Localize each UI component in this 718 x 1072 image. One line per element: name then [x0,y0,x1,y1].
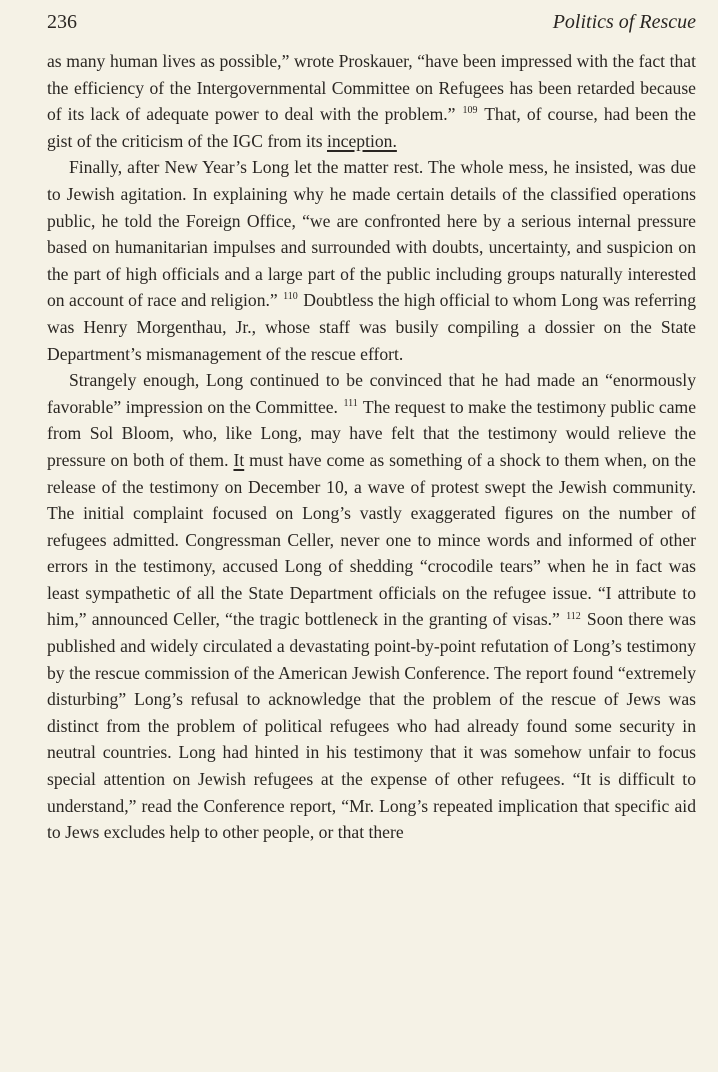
paragraph-text: Doubtless the high official to whom Long was referring was Henry Morgenthau, Jr., whose staff was busily compiling a dossier on the State Department’s mismanagement of the rescue effort. [47,290,696,364]
paragraph [47,367,696,846]
underlined-text: It [233,449,245,470]
footnote-marker: 112 [566,610,581,622]
footnote-marker: 110 [283,291,298,303]
paragraph [47,48,696,154]
page-body [47,48,696,846]
paragraph-text: must have come as something of a shock to them when, on the release of the testimony on December 10, a wave of protest swept the Jewish community. The initial complaint focused on Long’s vastly exaggerated figures on the number of refugees admitted. Congressman Celler, never one to mince words and informed of other errors in the testimony, accused Long of shedding “crocodile tears” when he in fact was least sympathetic of all the State Department officials on the refugee issue. “I attribute to him,” announced Celler, “the tragic bottleneck in the granting of visas.” [47,449,696,630]
paragraph-text: Soon there was published and widely circulated a devastating point-by-point refutation of Long’s testimony by the rescue commission of the American Jewish Conference. The report found “extremely disturbing” Long’s refusal to acknowledge that the problem of the rescue of Jews was distinct from the problem of political refugees who had already found some security in neutral countries. Long had hinted in his testimony that it was somehow unfair to focus special attention on Jewish refugees at the expense of other refugees. “It is difficult to understand,” read the Conference report, “Mr. Long’s repeated implication that specific aid to Jews excludes help to other people, or that there [47,609,697,843]
paragraph-text: Strangely enough, Long continued to be convinced that he had made an “enormously favorable” impression on the Committee. [47,370,696,417]
footnote-marker: 111 [343,397,358,409]
underlined-text: inception. [327,130,397,151]
page-number: 236 [47,11,77,33]
running-head: Politics of Rescue [552,11,696,33]
footnote-marker: 109 [462,105,478,117]
paragraph-text: The request to make the testimony public came from Sol Bloom, who, like Long, may have felt that the testimony would relieve the pressure on both of them. [47,396,696,470]
paragraph-text: That, of course, had been the gist of the criticism of the IGC from its [47,104,696,151]
paragraph-text: Finally, after New Year’s Long let the matter rest. The whole mess, he insisted, was due to Jewish agitation. In explaining why he made certain details of the classified operations public, he told the Foreign Office, “we are confronted here by a serious internal pressure based on humanitarian impulses and surrounded with doubts, uncertainty, and suspicion on the part of high officials and a large part of the public including groups naturally interested on account of race and religion.” [47,157,696,311]
page-header [47,8,696,36]
paragraph-text: as many human lives as possible,” wrote Proskauer, “have been impressed with the fact that the efficiency of the Intergovernmental Committee on Refugees has been retarded because of its lack of adequate power to deal with the problem.” [47,51,696,125]
paragraph [47,154,696,367]
